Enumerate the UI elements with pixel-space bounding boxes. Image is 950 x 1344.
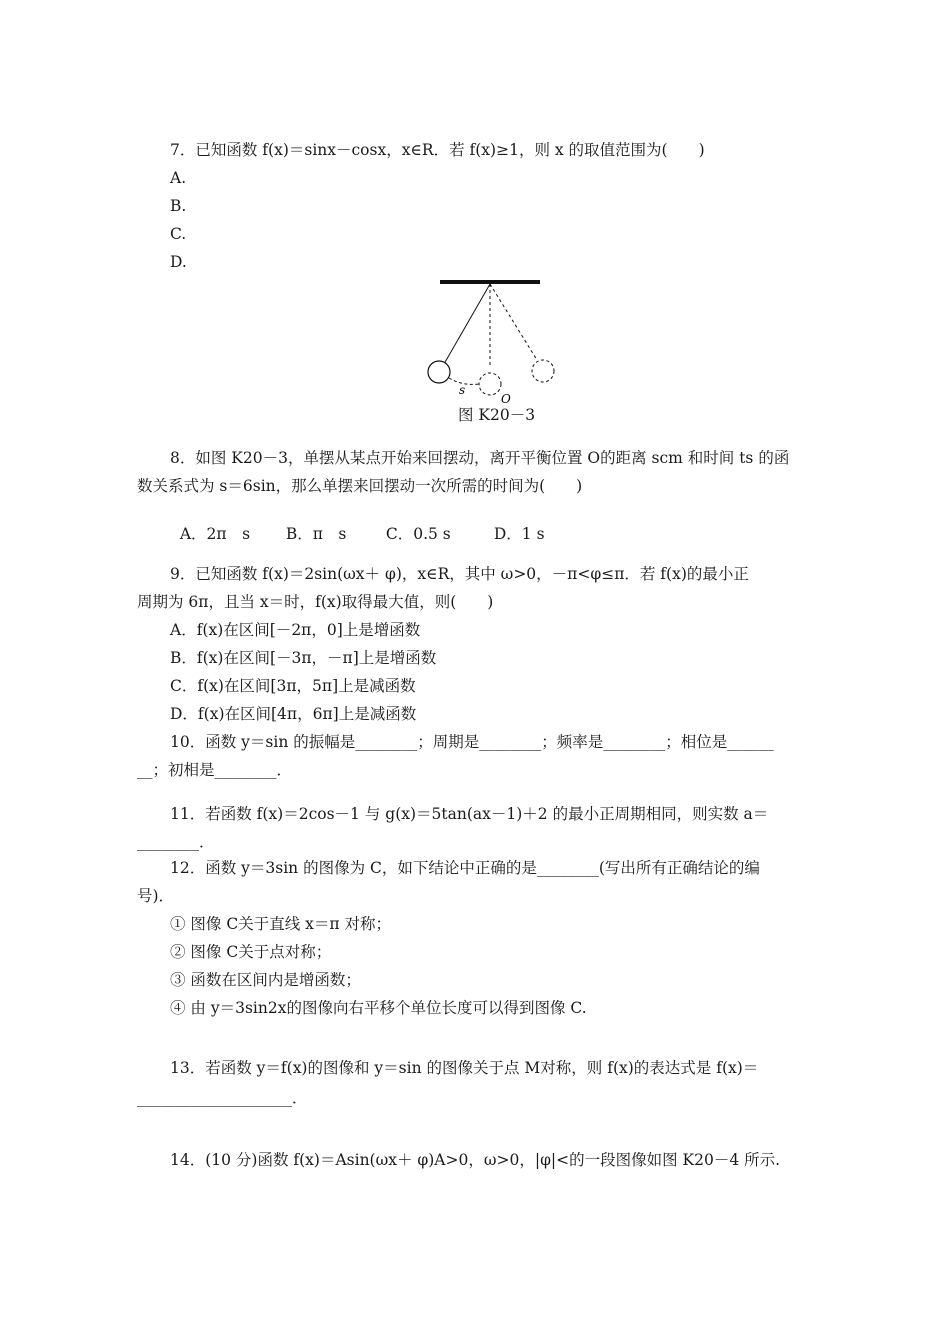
- q8-option-d: D．1 s: [493, 525, 545, 543]
- q12-line2: 号)．: [137, 887, 175, 905]
- q9-option-d: D．f(x)在区间[4π，6π]上是减函数: [170, 705, 417, 723]
- q12-line1: 12．函数 y＝3sin 的图像为 C，如下结论中正确的是________(写出所有正确结论的编: [170, 859, 760, 877]
- q8-line2: 数关系式为 s＝6sin，那么单摆来回摆动一次所需的时间为( ): [137, 477, 583, 495]
- equilibrium-bob-dashed: [479, 373, 501, 395]
- q13-line1: 13．若函数 y＝f(x)的图像和 y＝sin 的图像关于点 M对称，则 f(x)的表达式是 f(x)＝: [170, 1059, 759, 1077]
- q9-option-c: C．f(x)在区间[3π，5π]上是减函数: [170, 677, 416, 695]
- q9-line1: 9．已知函数 f(x)＝2sin(ωx＋ φ)，x∈R，其中 ω>0，－π<φ≤π．若 f(x)的最小正: [170, 565, 749, 583]
- q7-stem: 7．已知函数 f(x)＝sinx－cosx，x∈R．若 f(x)≥1，则 x 的取值范围为( ): [170, 141, 705, 159]
- figure-caption: 图 K20－3: [458, 406, 536, 424]
- q12-item-1: ① 图像 C关于直线 x＝π 对称；: [170, 915, 391, 933]
- q7-option-c: C.: [170, 225, 187, 243]
- q7-option-a: A.: [170, 169, 187, 187]
- q8-option-c: C．0.5 s: [385, 525, 451, 543]
- q12-item-3: ③ 函数在区间内是增函数；: [170, 971, 361, 989]
- q11-line2: ________．: [137, 833, 215, 851]
- q14-line1: 14．(10 分)函数 f(x)＝Asin(ωx＋ φ)A>0，ω>0，|φ|<的一段图像如图 K20－4 所示.: [170, 1151, 781, 1169]
- q12-item-4: ④ 由 y＝3sin2x的图像向右平移个单位长度可以得到图像 C.: [170, 999, 587, 1017]
- q8-options: [170, 504, 850, 544]
- q12-item-2: ② 图像 C关于点对称；: [170, 943, 332, 961]
- q10-line2: __；初相是________．: [137, 761, 293, 779]
- q8-line1: 8．如图 K20－3，单摆从某点开始来回摆动，离开平衡位置 O的距离 scm 和时间 ts 的函: [170, 449, 790, 467]
- q13-line2: ____________________．: [137, 1089, 308, 1107]
- right-dashed-line: [490, 284, 537, 360]
- label-o: O: [501, 392, 511, 404]
- q10-line1: 10．函数 y＝sin 的振幅是________；周期是________；频率是________；相位是______: [170, 733, 774, 751]
- q9-option-b: B．f(x)在区间[－3π，－π]上是增函数: [170, 649, 437, 667]
- q9-option-a: A．f(x)在区间[－2π，0]上是增函数: [170, 621, 421, 639]
- q7-option-d: D.: [170, 253, 187, 271]
- q8-option-a: A．2π s: [179, 525, 251, 543]
- pendulum-string: [444, 284, 490, 364]
- q11-line1: 11．若函数 f(x)＝2cos－1 与 g(x)＝5tan(ax－1)＋2 的最小正周期相同，则实数 a＝: [170, 805, 769, 823]
- q9-line2: 周期为 6π，且当 x＝时，f(x)取得最大值，则( ): [137, 593, 494, 611]
- q8-option-b: B．π s: [285, 525, 347, 543]
- label-s: s: [459, 383, 466, 397]
- pendulum-support-bar: [440, 280, 540, 284]
- pendulum-figure: [420, 272, 570, 404]
- pendulum-bob: [428, 361, 450, 383]
- q7-option-b: B.: [170, 197, 187, 215]
- right-bob-dashed: [532, 360, 554, 382]
